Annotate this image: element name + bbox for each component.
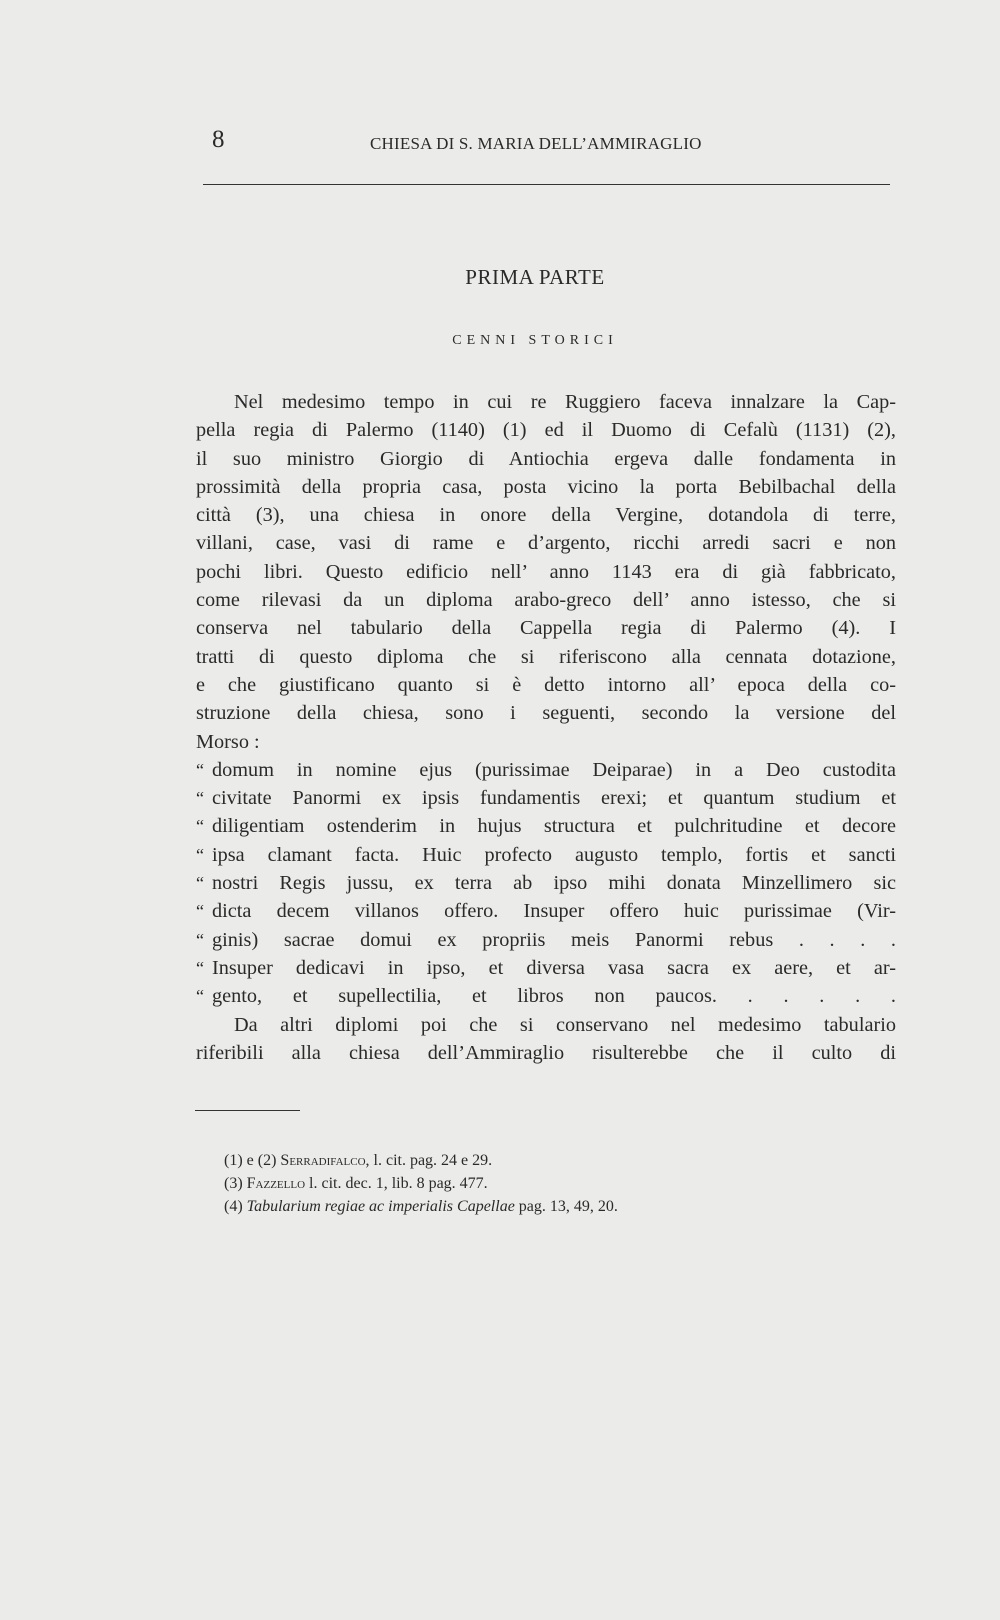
quote-line: “ civitate Panormi ex ipsis fundamentis erexi; et quantum studium et [196,787,896,810]
footnote-title: Tabularium regiae ac imperialis Capellae [246,1198,515,1215]
quote-line: “ ginis) sacrae domui ex propriis meis Panormi rebus . . . . [196,928,896,951]
body-line: come rilevasi da un diploma arabo-greco dell’ anno istesso, che si [196,589,896,612]
quote-line: “ nostri Regis jussu, ex terra ab ipso mihi donata Minzellimero sic [196,872,896,895]
body-line: città (3), una chiesa in onore della Vergine, dotandola di terre, [196,504,896,527]
quote-line: “ ipsa clamant facta. Huic profecto augusto templo, fortis et sancti [196,843,896,866]
quote-mark: “ [196,873,204,894]
part-title: PRIMA PARTE [465,265,605,289]
body-line: prossimità della propria casa, posta vicino la porta Bebilbachal della [196,475,896,498]
footnote-author: Fazzello [246,1175,306,1192]
body-line: pella regia di Palermo (1140) (1) ed il Duomo di Cefalù (1131) (2), [196,419,896,442]
header-rule [203,184,890,185]
quote-line: “ dicta decem villanos offero. Insuper offero huic purissimae (Vir- [196,900,896,923]
body-line: e che giustificano quanto si è detto intorno all’ epoca della co- [196,673,896,696]
footnote-marker: (1) e (2) [224,1152,277,1169]
running-title: CHIESA DI S. MARIA DELL’AMMIRAGLIO [370,134,702,153]
body-text [196,388,896,1067]
footnote-marker: (3) [224,1175,243,1192]
quote-line: “ domum in nomine ejus (purissimae Deiparae) in a Deo custodita [196,758,896,781]
footnote: (1) e (2) Serradifalco, l. cit. pag. 24 e 29. [224,1152,493,1169]
quote-mark: “ [196,929,204,950]
body-line: Da altri diplomi poi che si conservano nel medesimo tabulario [234,1013,896,1036]
body-line: conserva nel tabulario della Cappella regia di Palermo (4). I [196,617,896,640]
footnote: (4) Tabularium regiae ac imperialis Capellae pag. 13, 49, 20. [224,1198,618,1215]
quote-line: “ diligentiam ostenderim in hujus structura et pulchritudine et decore [196,815,896,838]
section-title: CENNI STORICI [452,333,618,348]
quote-mark: “ [196,816,204,837]
quote-mark: “ [196,901,204,922]
body-line: villani, case, vasi di rame e d’argento, ricchi arredi sacri e non [196,532,896,555]
body-line: struzione della chiesa, sono i seguenti, secondo la versione del [196,702,896,725]
footnote: (3) Fazzello l. cit. dec. 1, lib. 8 pag. 477. [224,1175,488,1192]
body-line: pochi libri. Questo edificio nell’ anno 1143 era di già fabbricato, [196,560,896,583]
body-line: riferibili alla chiesa dell’Ammiraglio risulterebbe che il culto di [196,1041,896,1064]
quote-line: “ Insuper dedicavi in ipso, et diversa vasa sacra ex aere, et ar- [196,956,896,979]
page-number: 8 [212,126,225,153]
quote-mark: “ [196,788,204,809]
footnote-rule [195,1110,300,1111]
footnote-author: Serradifalco [280,1152,366,1169]
running-head [210,126,910,156]
body-line: Morso : [196,730,260,753]
body-line: Nel medesimo tempo in cui re Ruggiero faceva innalzare la Cap- [234,391,896,413]
quote-mark: “ [196,759,204,780]
quote-mark: “ [196,844,204,865]
body-line: tratti di questo diploma che si riferiscono alla cennata dotazione, [196,645,896,668]
footnote-marker: (4) [224,1198,243,1215]
quote-mark: “ [196,986,204,1007]
quote-line: “ gento, et supellectilia, et libros non paucos. . . . . . [196,985,896,1008]
footnotes [224,1149,864,1218]
body-line: il suo ministro Giorgio di Antiochia ergeva dalle fondamenta in [196,447,896,470]
quote-mark: “ [196,957,204,978]
